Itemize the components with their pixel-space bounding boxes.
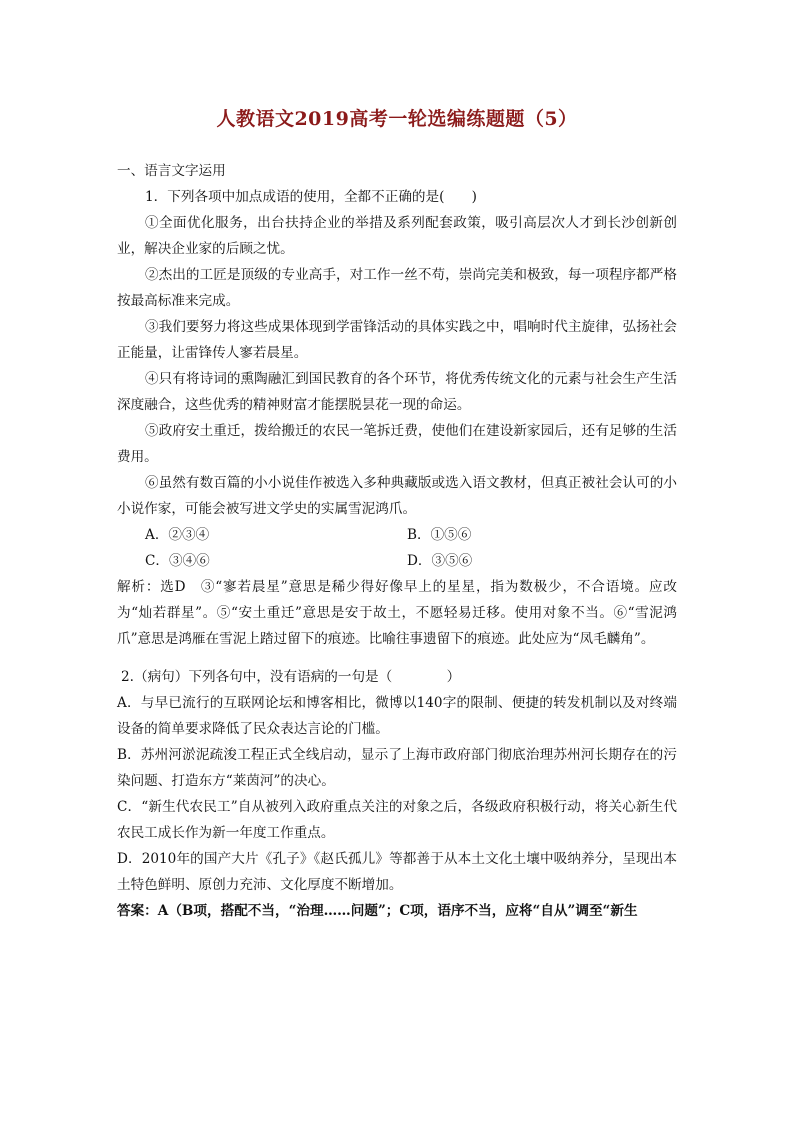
question-2-option-c: C．“新生代农民工”自从被列入政府重点关注的对象之后，各级政府积极行动，将关心新生代农民工成长作为新一年度工作重点。	[117, 799, 677, 841]
question-2-stem: 2.（病句）下列各句中，没有语病的一句是（ ）	[121, 669, 461, 685]
question-1-item: ②杰出的工匠是顶级的专业高手，对工作一丝不苟，崇尚完美和极致，每一项程序都严格按最高标准来完成。	[117, 267, 677, 309]
question-2-option-b: B．苏州河淤泥疏浚工程正式全线启动，显示了上海市政府部门彻底治理苏州河长期存在的污染问题、打造东方“莱茵河”的决心。	[117, 747, 677, 789]
question-2-answer: 答案：A（B项，搭配不当，“治理……问题”；C项，语序不当，应将“自从”调至“新生	[117, 903, 638, 919]
question-1-item: ①全面优化服务，出台扶持企业的举措及系列配套政策，吸引高层次人才到长沙创新创业，解决企业家的后顾之忧。	[117, 215, 677, 257]
question-1-stem: 1．下列各项中加点成语的使用，全都不正确的是( )	[145, 189, 477, 205]
document-body	[117, 152, 677, 924]
question-1-options-row	[117, 522, 677, 548]
question-2-option-a: A．与早已流行的互联网论坛和博客相比，微博以140字的限制、便捷的转发机制以及对终端设备的简单要求降低了民众表达言论的门槛。	[117, 695, 677, 737]
option-d: D．③⑤⑥	[407, 553, 473, 569]
question-1-options-row	[117, 548, 677, 574]
question-1-item: ③我们要努力将这些成果体现到学雷锋活动的具体实践之中，唱响时代主旋律，弘扬社会正能量，让雷锋传人寥若晨星。	[117, 319, 677, 361]
question-1-item: ⑥虽然有数百篇的小小说佳作被选入多种典藏版或选入语文教材，但真正被社会认可的小小说作家，可能会被写进文学史的实属雪泥鸿爪。	[117, 475, 677, 517]
option-a: A．②③④	[145, 527, 210, 543]
question-2-option-d: D．2010年的国产大片《孔子》《赵氏孤儿》等都善于从本土文化土壤中吸纳养分，呈现出本土特色鲜明、原创力充沛、文化厚度不断增加。	[117, 851, 677, 893]
question-1-item: ⑤政府安土重迁，拨给搬迁的农民一笔拆迁费，使他们在建设新家园后，还有足够的生活费用。	[117, 423, 677, 465]
option-b: B．①⑤⑥	[407, 527, 472, 543]
question-1-analysis: 解析：选D ③“寥若晨星”意思是稀少得好像早上的星星，指为数极少，不合语境。应改为“灿若群星”。⑤“安土重迁”意思是安于故土，不愿轻易迁移。使用对象不当。⑥“雪泥鸿爪”意思是鸿雁在雪泥上踏过留下的痕迹。比喻往事遗留下的痕迹。此处应为“凤毛麟角”。	[117, 579, 677, 647]
option-c: C．③④⑥	[145, 553, 210, 569]
question-1-item: ④只有将诗词的熏陶融汇到国民教育的各个环节，将优秀传统文化的元素与社会生产生活深度融合，这些优秀的精神财富才能摆脱昙花一现的命运。	[117, 371, 677, 413]
section-heading: 一、语言文字运用	[117, 163, 226, 179]
page-title: 人教语文2019高考一轮选编练题题（5）	[216, 108, 578, 130]
